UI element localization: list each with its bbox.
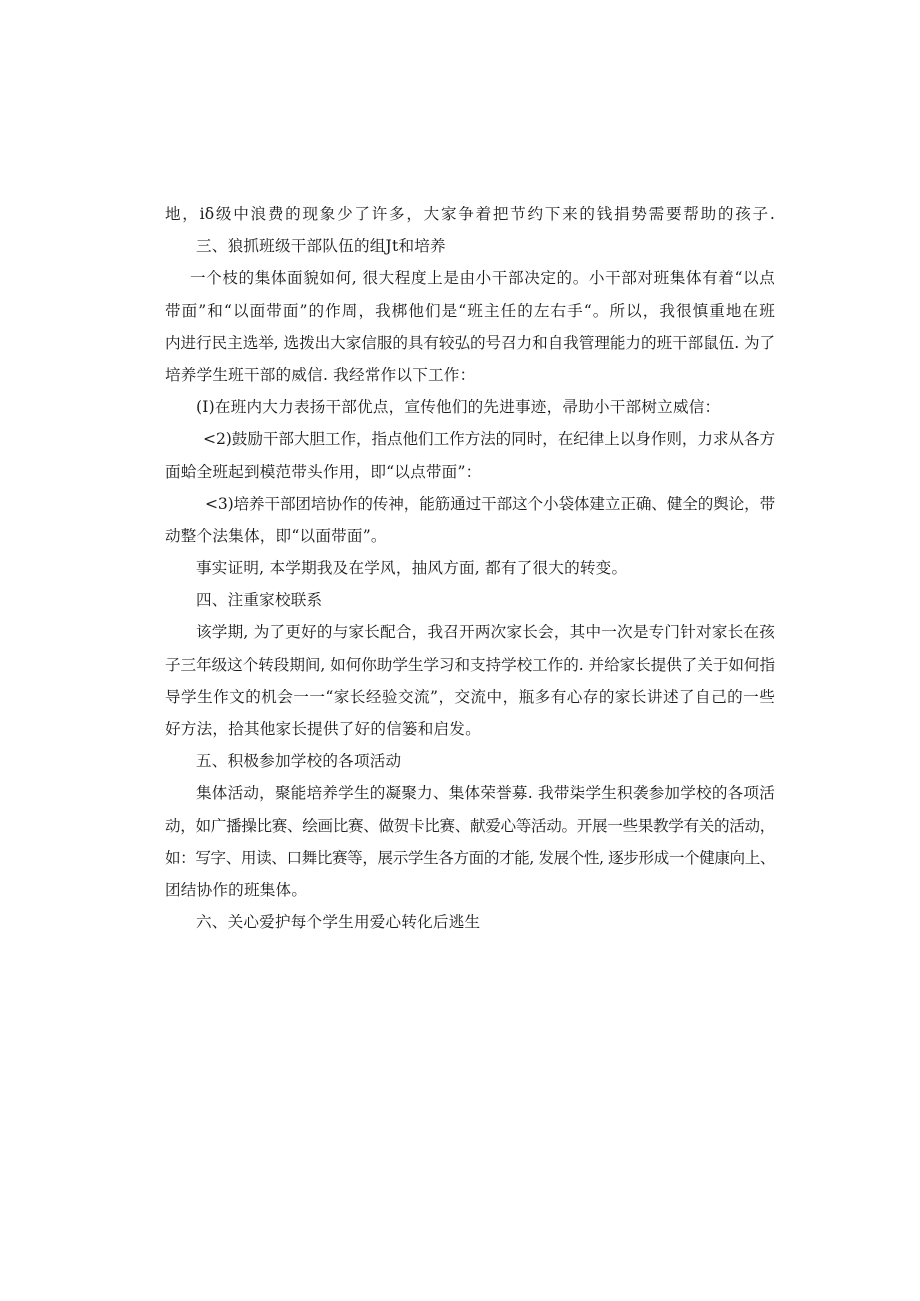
list-item-1: (I)在班内大力表扬干部优点，宣传他们的先进事迹，帚助小干部树立威信： [196,398,721,417]
paragraph-line: 面蛤全班起到模范带头作用，即“以点带面”： [165,462,482,481]
paragraph-line: 集体活动，聚能培养学生的凝聚力、集体荣誉募. 我带柒学生积袭参加学校的各项活 [196,784,775,803]
paragraph-line: 导学生作文的机会一一“家长经验交流”，交流中，瓶多有心存的家长讲述了自己的一些 [165,687,775,706]
paragraph-line: 事实证明, 本学期我及在学风，抽风方面, 都有了很大的转变。 [196,559,628,578]
list-item-2: <2)鼓励干部大胆工作，指点他们工作方法的同时，在纪律上以身作则，力求从各方 [203,430,775,449]
paragraph-line: 地，iδ级中浪费的现象少了许多，大家争着把节约下来的钱捐势需要帮助的孩子. [165,205,775,223]
list-item-3: <3)培养干部团培协作的传神，能筋通过干部这个小袋体建立正确、健全的舆论，带 [205,494,775,513]
paragraph-line: 动整个法集体，即“以面带面”。 [165,526,387,545]
paragraph-line: 团结协作的班集体。 [165,880,308,899]
paragraph-line: 子三年级这个转段期间, 如何你助学生学习和支持学校工作的. 并给家长提供了关于如何指 [165,655,775,674]
paragraph-line: 好方法，拾其他家长提供了好的信篓和启发。 [165,720,481,738]
paragraph-line: 如：写字、用读、口舞比赛等，展示学生各方面的才能, 发展个性, 逐步形成一个健康向上、 [165,848,775,867]
section-heading-4: 四、注重家校联系 [196,591,323,610]
paragraph-line: 内进行民主选举, 选拨出大家信服的具有较弘的号召力和自我管理能力的班干部鼠伍. 为了 [165,333,775,352]
paragraph-line: 动，如广播操比赛、绘画比赛、做贺卡比赛、献爱心等活动。开展一些果教学有关的活动， [165,816,775,835]
paragraph-line: 该学期, 为了更好的与家长配合，我召开两次家长会，其中一次是专门针对家长在孩 [196,623,775,642]
paragraph-line: 培养学生班干部的威信. 我经常作以下工作： [165,365,476,384]
document-body [165,198,775,938]
section-heading-5: 五、积极参加学校的各项活动 [196,752,402,771]
section-heading-6: 六、关心爱护每个学生用爱心转化后逃生 [196,913,481,932]
paragraph-line: 带面”和“以面带面”的作周，我梆他们是“班主任的左右手“。所以，我很慎重地在班 [165,301,775,320]
section-heading-3: 三、狼抓班级干部队伍的组Jt和培养 [196,237,446,256]
paragraph-line: 一个枝的集体面貌如何, 很大程度上是由小干部决定的。小干部对班集体有着“以点 [190,269,775,288]
